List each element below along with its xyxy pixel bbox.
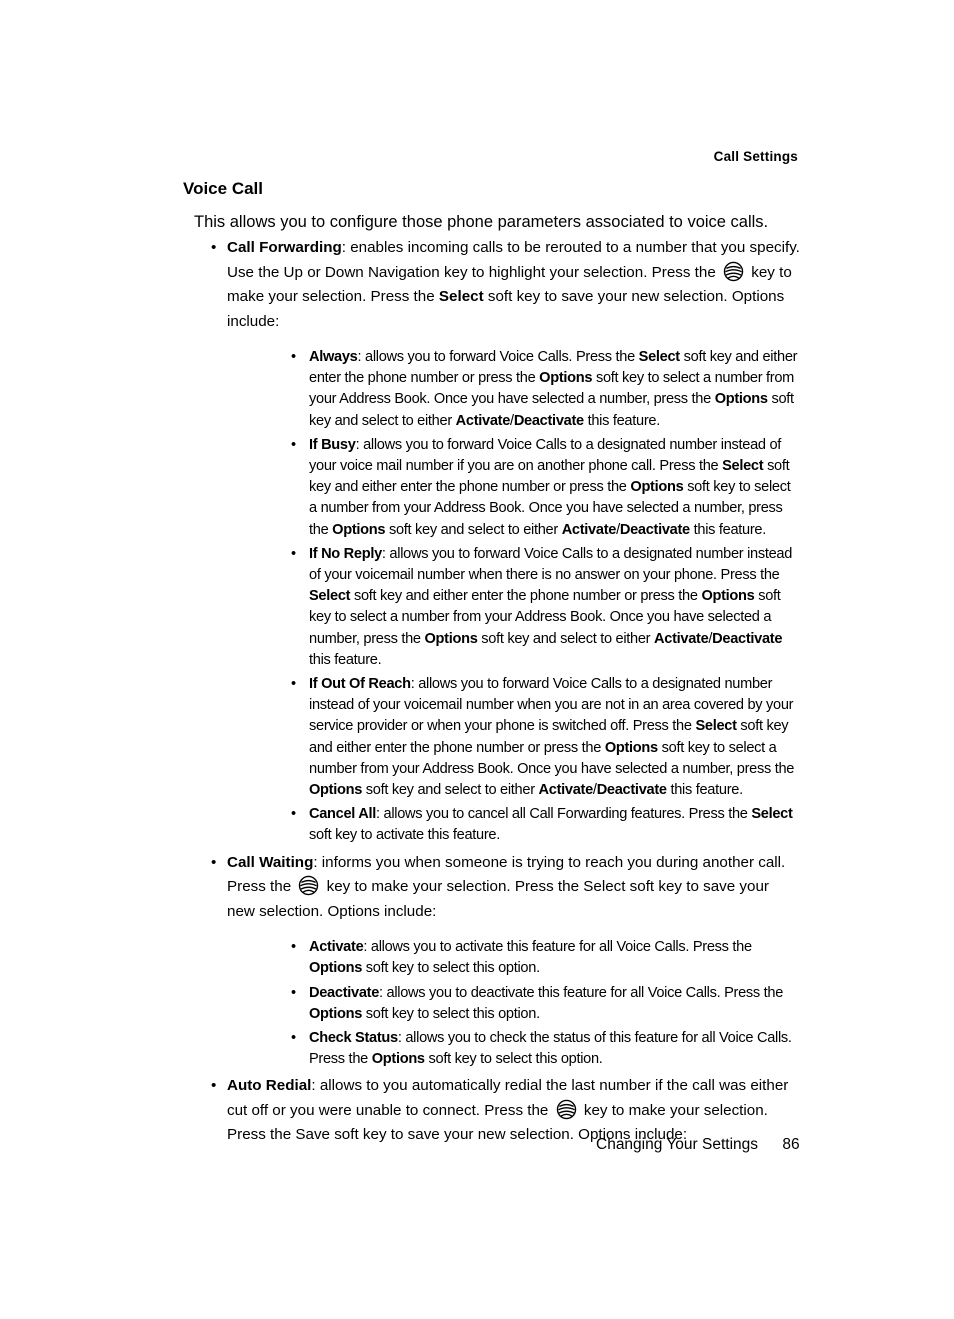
bullet-dot: • bbox=[291, 984, 296, 1001]
section-heading: Voice Call bbox=[183, 179, 263, 198]
option-text: : allows you to forward Voice Calls to a designated number instead of your voice mail number if you are on another phone call. Press the bbox=[309, 436, 782, 475]
call-forwarding-options bbox=[227, 347, 800, 847]
option-text: : allows you to check the status of this feature for all Voice Calls. Press the bbox=[309, 1029, 792, 1068]
option-text: soft key to activate this feature. bbox=[309, 827, 500, 844]
bold-keyword: Select bbox=[722, 458, 764, 475]
bold-keyword: Options bbox=[539, 370, 593, 387]
option-text: soft key and select to either bbox=[388, 521, 558, 538]
bold-keyword: Options bbox=[701, 588, 755, 605]
bullet-call-forwarding bbox=[205, 236, 800, 847]
option-text: : allows you to forward Voice Calls to a designated number instead of your voicemail number when there is no answer on your phone. Press the bbox=[309, 545, 793, 584]
option-text: soft key and select to either bbox=[309, 391, 794, 429]
option-if-no-reply bbox=[250, 544, 800, 671]
option-text: soft key to select a number from your Address Book. Once you have selected a number, press the bbox=[309, 370, 795, 408]
bold-keyword: Select bbox=[309, 588, 351, 605]
option-text: soft key to select this option. bbox=[365, 1005, 540, 1022]
option-if-out-of-reach bbox=[250, 674, 800, 801]
bullet-dot: • bbox=[291, 545, 296, 562]
bold-keyword: Activate bbox=[538, 782, 593, 799]
option-label: Deactivate bbox=[309, 984, 380, 1001]
option-text: this feature. bbox=[670, 782, 743, 799]
page-number: 86 bbox=[782, 1136, 800, 1153]
bold-keyword: Options bbox=[714, 391, 768, 408]
option-label: If Busy bbox=[309, 436, 356, 453]
bold-keyword: Select bbox=[638, 349, 680, 365]
bold-keyword: Deactivate bbox=[513, 412, 584, 429]
option-text: soft key to select this option. bbox=[365, 960, 540, 977]
bold-keyword: Select bbox=[438, 288, 484, 305]
option-label: If Out Of Reach bbox=[309, 676, 411, 693]
section-header: Call Settings bbox=[713, 149, 798, 164]
bullet-dot: • bbox=[211, 239, 217, 256]
bold-keyword: Options bbox=[332, 521, 386, 538]
bullet-dot: • bbox=[291, 349, 296, 365]
option-text: soft key and either enter the phone number or press the bbox=[353, 588, 698, 605]
option-label: Always bbox=[309, 349, 358, 365]
option-text: soft key and select to either bbox=[481, 630, 651, 647]
bullet-text: key to make your selection. Press the Select soft key to save your new selection. Options include: bbox=[227, 878, 769, 920]
bullet-call-waiting bbox=[205, 851, 800, 1071]
bold-keyword: Deactivate bbox=[712, 630, 783, 647]
option-text: soft key to select a number from your Address Book. Once you have selected a number, press the bbox=[309, 739, 795, 777]
bold-keyword: Select bbox=[695, 718, 737, 735]
bullet-dot: • bbox=[211, 1077, 217, 1095]
option-text: this feature. bbox=[309, 651, 382, 668]
bold-keyword: Deactivate bbox=[596, 782, 667, 799]
bullet-text: soft key to save your new selection. Options include: bbox=[227, 288, 785, 330]
bullet-dot: • bbox=[291, 676, 296, 693]
bold-keyword: Select bbox=[751, 806, 793, 823]
bold-keyword: Options bbox=[604, 739, 658, 756]
bold-keyword: Options bbox=[309, 1005, 363, 1022]
option-cancel-all bbox=[250, 804, 800, 846]
bullet-label: Call Waiting bbox=[227, 853, 314, 871]
option-text: soft key to select a number from your Address Book. Once you have selected a number, press the bbox=[309, 588, 781, 647]
bullet-dot: • bbox=[291, 806, 296, 823]
option-text: soft key and select to either bbox=[365, 782, 535, 799]
option-always bbox=[250, 347, 800, 432]
navigation-key-icon bbox=[723, 261, 744, 282]
separator: / bbox=[592, 782, 597, 799]
option-label: Activate bbox=[309, 939, 364, 956]
separator: / bbox=[616, 521, 620, 538]
option-if-busy bbox=[250, 435, 800, 541]
option-text: this feature. bbox=[693, 521, 766, 538]
option-text: this feature. bbox=[587, 412, 660, 429]
option-text: : allows you to activate this feature for all Voice Calls. Press the bbox=[363, 939, 752, 956]
bullet-dot: • bbox=[211, 853, 217, 871]
bullet-dot: • bbox=[291, 1029, 296, 1046]
bold-keyword: Options bbox=[309, 960, 363, 977]
bullet-text: key to make your selection. Press the Save soft key to save your new selection. Options include: bbox=[227, 1101, 768, 1144]
call-waiting-options bbox=[227, 937, 800, 1070]
navigation-key-icon bbox=[298, 875, 319, 896]
separator: / bbox=[708, 630, 713, 647]
bullet-label: Call Forwarding bbox=[227, 239, 342, 256]
option-text: soft key to select a number from your Address Book. Once you have selected a number, press the bbox=[309, 479, 791, 538]
bold-keyword: Activate bbox=[561, 521, 617, 538]
option-text: soft key and either enter the phone number or press the bbox=[309, 349, 798, 387]
bullet-text: : allows to you automatically redial the last number if the call was either cut off or you were unable to connect. Press the bbox=[227, 1077, 789, 1119]
bold-keyword: Activate bbox=[654, 630, 709, 647]
bullet-label: Auto Redial bbox=[227, 1077, 312, 1095]
option-text: : allows you to deactivate this feature for all Voice Calls. Press the bbox=[379, 984, 784, 1001]
bullet-text: : informs you when someone is trying to reach you during another call. Press the bbox=[227, 853, 786, 896]
option-label: Cancel All bbox=[309, 806, 377, 823]
bullet-text: key to make your selection. Press the bbox=[227, 263, 792, 305]
bold-keyword: Options bbox=[424, 630, 478, 647]
settings-list bbox=[205, 236, 800, 1152]
option-text: : allows you to forward Voice Calls. Press the bbox=[357, 349, 635, 365]
option-text: soft key to select this option. bbox=[428, 1051, 603, 1068]
option-text: : allows you to cancel all Call Forwarding features. Press the bbox=[376, 806, 748, 823]
option-check-status bbox=[250, 1028, 800, 1070]
bullet-dot: • bbox=[291, 436, 296, 453]
separator: / bbox=[510, 412, 514, 429]
option-text: : allows you to forward Voice Calls to a designated number instead of your voicemail number when you are not in an area covered by your service provider or when your phone is switched off. Press the bbox=[309, 676, 794, 735]
bold-keyword: Deactivate bbox=[619, 521, 690, 538]
navigation-key-icon bbox=[556, 1099, 577, 1120]
bold-keyword: Activate bbox=[455, 412, 511, 429]
bold-keyword: Options bbox=[630, 479, 684, 496]
option-label: If No Reply bbox=[309, 545, 382, 562]
page-footer bbox=[596, 1136, 800, 1154]
intro-paragraph: This allows you to configure those phone parameters associated to voice calls. bbox=[194, 213, 769, 231]
bullet-dot: • bbox=[291, 939, 296, 956]
option-label: Check Status bbox=[309, 1029, 398, 1046]
bullet-text: : enables incoming calls to be rerouted to a number that you specify. Use the Up or Down Navigation key to highlight your selection. Press the bbox=[227, 239, 800, 281]
option-activate bbox=[250, 937, 800, 979]
option-text: soft key and either enter the phone number or press the bbox=[309, 458, 790, 496]
option-deactivate bbox=[250, 983, 800, 1025]
bold-keyword: Options bbox=[309, 782, 363, 799]
option-text: soft key and either enter the phone number or press the bbox=[309, 718, 789, 756]
bold-keyword: Options bbox=[371, 1051, 425, 1068]
footer-chapter: Changing Your Settings bbox=[596, 1136, 759, 1153]
